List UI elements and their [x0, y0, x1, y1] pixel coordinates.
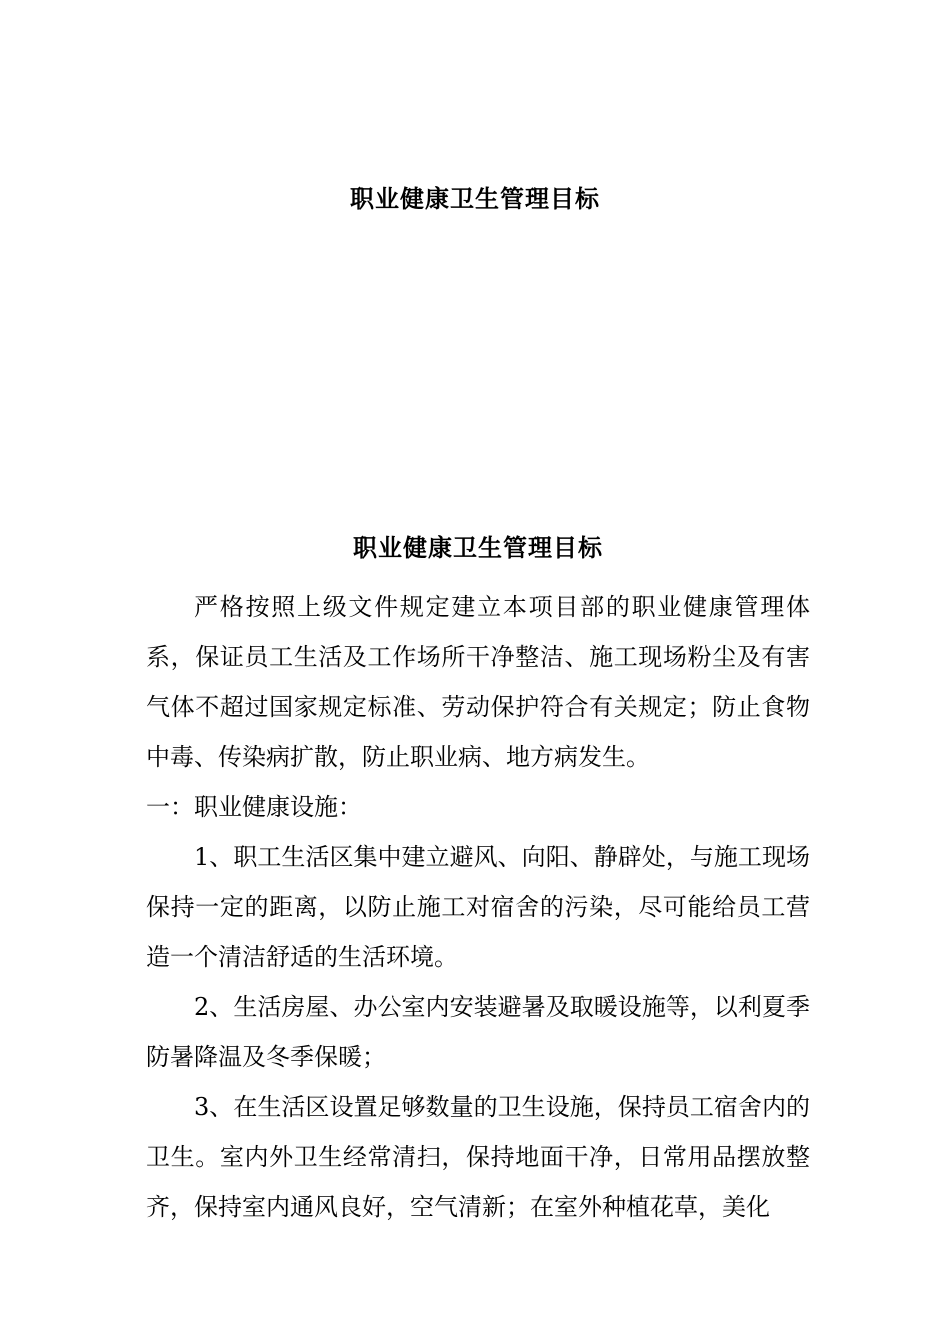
list-item: 3、在生活区设置足够数量的卫生设施，保持员工宿舍内的卫生。室内外卫生经常清扫，保持地面干净，日常用品摆放整齐，保持室内通风良好，空气清新；在室外种植花草，美化: [146, 1093, 810, 1221]
list-item: 2、生活房屋、办公室内安装避暑及取暖设施等，以利夏季防暑降温及冬季保暖；: [146, 993, 810, 1071]
cover-title: 职业健康卫生管理目标: [350, 184, 600, 213]
section-heading: 职业健康卫生管理目标: [353, 533, 603, 562]
list-item: 1、职工生活区集中建立避风、向阳、静辟处，与施工现场保持一定的距离，以防止施工对宿舍的污染，尽可能给员工营造一个清洁舒适的生活环境。: [146, 843, 810, 971]
subheading: 一：职业健康设施：: [146, 793, 362, 821]
document-body: [146, 530, 810, 1232]
intro-paragraph: 严格按照上级文件规定建立本项目部的职业健康管理体系，保证员工生活及工作场所干净整洁、施工现场粉尘及有害气体不超过国家规定标准、劳动保护符合有关规定；防止食物中毒、传染病扩散，防止职业病、地方病发生。: [146, 593, 810, 771]
